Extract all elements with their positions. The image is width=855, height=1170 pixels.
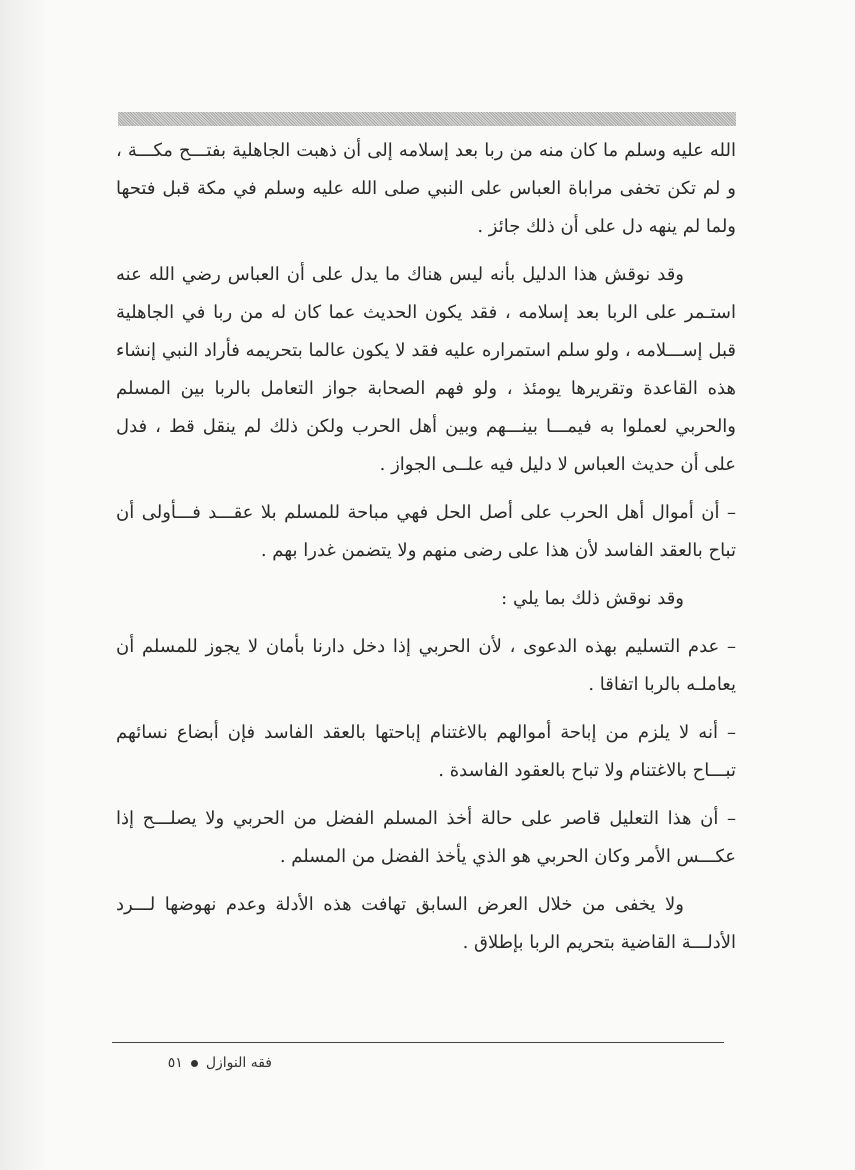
paragraph-2: وقد نوقش هذا الدليل بأنه ليس هناك ما يدل على أن العباس رضي الله عنه استـمر على الربا بعد إسلامه ، فقد يكون الحديث عما كان له من ربا في الجاهلية قبل إســـلامه ، ولو سلم استمراره عليه فقد لا يكون عالما بتحريمه فأراد النبي إنشاء هذه القاعدة وتقريرها يومئذ ، ولو فهم الصحابة جواز التعامل بالربا بين المسلم والحربي لعملوا به فيمـــا بينـــهم وبين أهل الحرب ولكن ذلك لم ينقل قط ، فدل على أن حديث العباس لا دليل فيه علــى الجواز . [116, 264, 736, 475]
paragraph-7: – أن هذا التعليل قاصر على حالة أخذ المسلم الفضل من الحربي ولا يصلـــح إذا عكـــس الأمر وكان الحربي هو الذي يأخذ الفضل من المسلم . [116, 808, 736, 867]
footer-divider [112, 1042, 724, 1043]
page-footer [112, 1050, 272, 1076]
paragraph-5: – عدم التسليم بهذه الدعوى ، لأن الحربي إذا دخل دارنا بأمان لا يجوز للمسلم أن يعاملـه بالربا اتفاقا . [116, 636, 736, 695]
footer-book-title: فقه النوازل [205, 1055, 272, 1071]
paragraph-1: الله عليه وسلم ما كان منه من ربا بعد إسلامه إلى أن ذهبت الجاهلية بفتـــح مكـــة ، و لم تكن تخفى مراباة العباس على النبي صلى الله عليه وسلم في مكة قبل فتحها ولما لم ينهه دل على أن ذلك جائز . [116, 140, 736, 237]
main-text-block [116, 132, 736, 972]
paragraph-8: ولا يخفى من خلال العرض السابق تهافت هذه الأدلة وعدم نهوضها لـــرد الأدلـــة القاضية بتحريم الربا بإطلاق . [116, 894, 736, 953]
footer-bullet-icon [191, 1060, 198, 1067]
paragraph-3: – أن أموال أهل الحرب على أصل الحل فهي مباحة للمسلم بلا عقـــد فـــأولى أن تباح بالعقد الفاسد لأن هذا على رضى منهم ولا يتضمن غدرا بهم . [116, 502, 736, 561]
paragraph-4: وقد نوقش ذلك بما يلي : [501, 588, 684, 609]
header-decorative-bar [118, 112, 736, 126]
footer-page-number: ٥١ [167, 1055, 183, 1071]
page-edge-shadow [0, 0, 48, 1170]
paragraph-6: – أنه لا يلزم من إباحة أموالهم بالاغتنام إباحتها بالعقد الفاسد فإن أبضاع نسائهم تبـــاح بالاغتنام ولا تباح بالعقود الفاسدة . [116, 722, 737, 781]
